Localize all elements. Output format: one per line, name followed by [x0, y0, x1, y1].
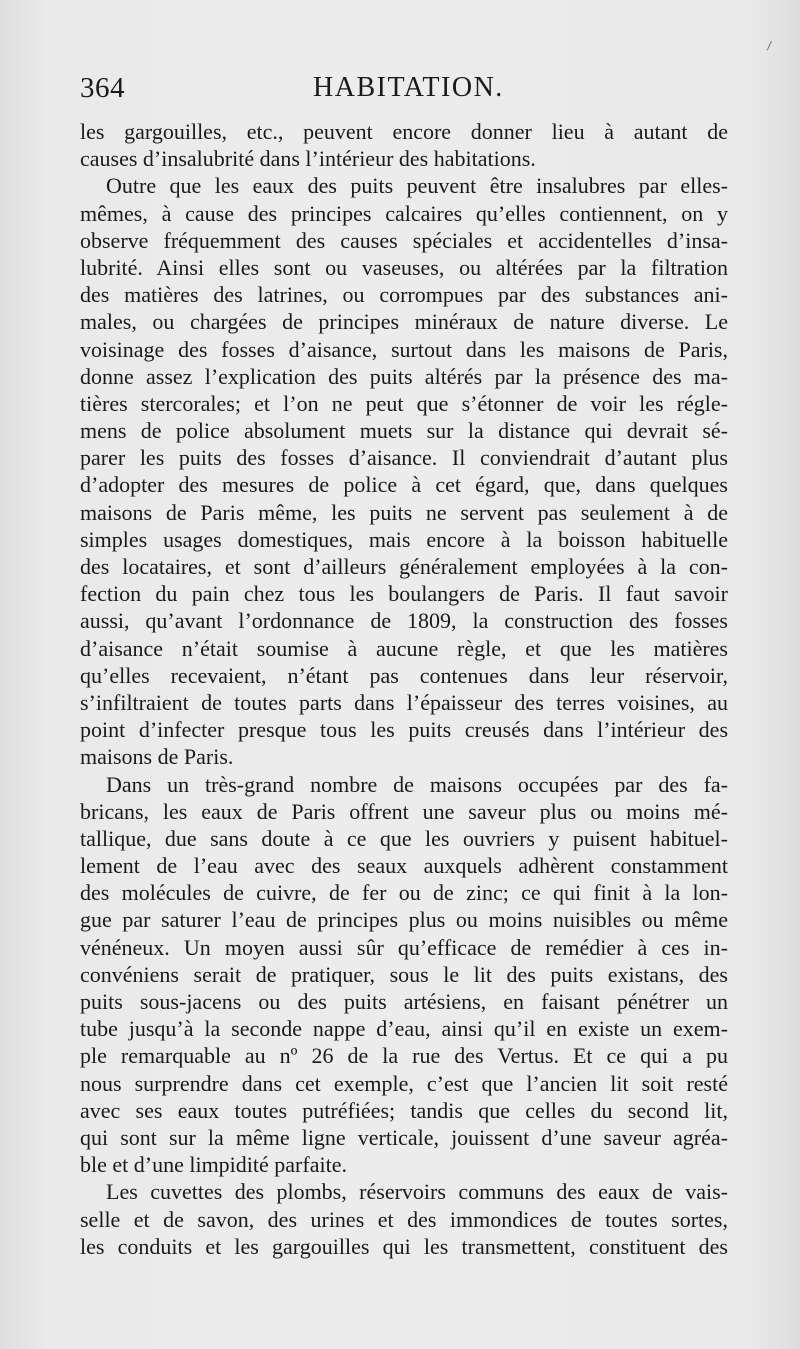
- text-line: bricans, les eaux de Paris offrent une saveur plus ou moins mé-: [80, 798, 728, 824]
- text-line: Outre que les eaux des puits peuvent être insalubres par elles-: [106, 173, 728, 199]
- text-line: gue par saturer l’eau de principes plus ou moins nuisibles ou même: [80, 907, 728, 933]
- text-line: vénéneux. Un moyen aussi sûr qu’efficace de remédier à ces in-: [80, 934, 728, 960]
- text-line: maisons de Paris même, les puits ne servent pas seulement à de: [80, 499, 728, 525]
- text-line: fection du pain chez tous les boulangers de Paris. Il faut savoir: [80, 581, 728, 607]
- running-title: HABITATION.: [313, 72, 504, 103]
- text-line: parer les puits des fosses d’aisance. Il conviendrait d’autant plus: [80, 445, 728, 471]
- body-text: [80, 118, 728, 1260]
- text-line: tières stercorales; et l’on ne peut que s’étonner de voir les régle-: [80, 390, 728, 416]
- text-line: lement de l’eau avec des seaux auxquels adhèrent constamment: [80, 853, 728, 879]
- edge-mark: [764, 40, 772, 51]
- page-number: 364: [80, 72, 125, 104]
- text-line: Les cuvettes des plombs, réservoirs communs des eaux de vais-: [106, 1179, 728, 1205]
- page-header: [80, 72, 726, 112]
- text-line: les gargouilles, etc., peuvent encore donner lieu à autant de: [80, 119, 728, 144]
- text-line: males, ou chargées de principes minéraux de nature diverse. Le: [80, 309, 728, 335]
- text-line: ple remarquable au nº 26 de la rue des Vertus. Et ce qui a pu: [80, 1043, 728, 1069]
- text-line: observe fréquemment des causes spéciales et accidentelles d’insa-: [80, 227, 728, 253]
- text-line: puits sous-jacens ou des puits artésiens, en faisant pénétrer un: [80, 989, 728, 1014]
- text-line: les conduits et les gargouilles qui les transmettent, constituent des: [80, 1233, 728, 1259]
- text-line: selle et de savon, des urines et des immondices de toutes sortes,: [80, 1206, 728, 1232]
- text-line: mens de police absolument muets sur la distance qui devrait sé-: [80, 418, 728, 444]
- text-line: nous surprendre dans cet exemple, c’est que l’ancien lit soit resté: [80, 1070, 728, 1096]
- text-line: tube jusqu’à la seconde nappe d’eau, ainsi qu’il en existe un exem-: [80, 1016, 728, 1042]
- text-line: d’aisance n’était soumise à aucune règle, et que les matières: [80, 635, 728, 661]
- text-line: simples usages domestiques, mais encore à la boisson habituelle: [80, 526, 728, 552]
- text-line: point d’infecter presque tous les puits creusés dans l’intérieur des: [80, 717, 728, 743]
- text-line: avec ses eaux toutes putréfiées; tandis que celles du second lit,: [80, 1097, 728, 1123]
- text-line: maisons de Paris.: [80, 744, 234, 770]
- text-line: s’infiltraient de toutes parts dans l’épaisseur des terres voisines, au: [80, 689, 728, 715]
- text-line: d’adopter des mesures de police à cet égard, que, dans quelques: [80, 472, 728, 498]
- text-line: ble et d’une limpidité parfaite.: [80, 1152, 347, 1178]
- text-line: causes d’insalubrité dans l’intérieur des habitations.: [80, 146, 536, 172]
- text-line: des locataires, et sont d’ailleurs généralement employées à la con-: [80, 554, 728, 579]
- text-line: qu’elles recevaient, n’étant pas contenues dans leur réservoir,: [80, 662, 728, 688]
- text-line: des molécules de cuivre, de fer ou de zinc; ce qui finit à la lon-: [80, 880, 728, 906]
- text-line: lubrité. Ainsi elles sont ou vaseuses, ou altérées par la filtration: [80, 254, 728, 280]
- text-line: des matières des latrines, ou corrompues par des substances ani-: [80, 282, 728, 308]
- text-line: mêmes, à cause des principes calcaires qu’elles contiennent, on y: [80, 200, 728, 226]
- text-line: convéniens serait de pratiquer, sous le lit des puits existans, des: [80, 961, 728, 987]
- text-line: Dans un très-grand nombre de maisons occupées par des fa-: [106, 771, 728, 797]
- text-line: tallique, due sans doute à ce que les ouvriers y puisent habituel-: [80, 825, 728, 851]
- text-line: donne assez l’explication des puits altérés par la présence des ma-: [80, 363, 728, 389]
- text-line: voisinage des fosses d’aisance, surtout dans les maisons de Paris,: [80, 336, 728, 362]
- text-line: aussi, qu’avant l’ordonnance de 1809, la construction des fosses: [80, 608, 728, 634]
- text-line: qui sont sur la même ligne verticale, jouissent d’une saveur agréa-: [80, 1124, 728, 1150]
